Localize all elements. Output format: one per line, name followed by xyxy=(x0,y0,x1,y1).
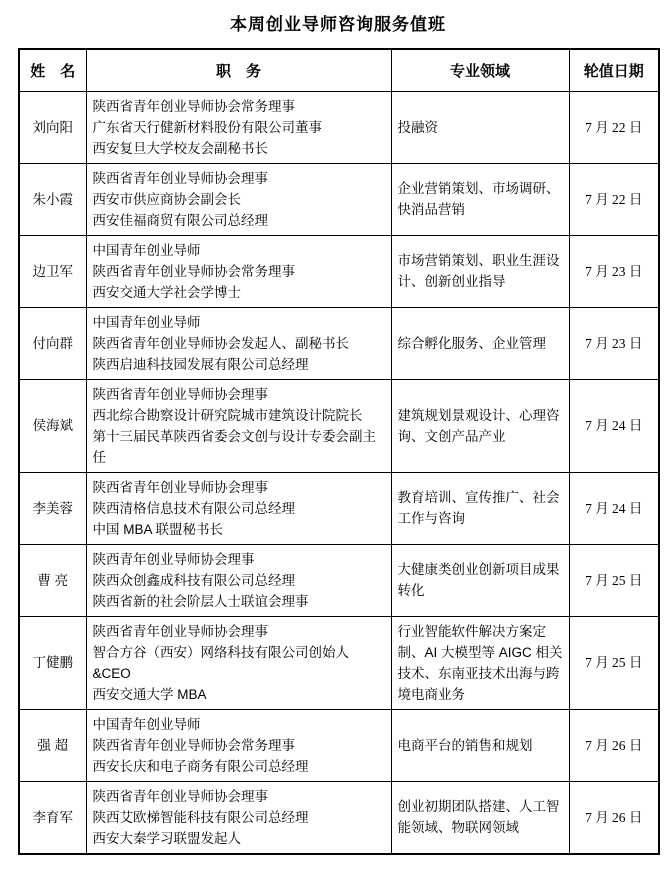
position-line: 广东省天行健新材料股份有限公司董事 xyxy=(92,119,322,135)
position-cell xyxy=(86,235,391,307)
date-cell: 7 月 23 日 xyxy=(569,307,659,379)
header-field: 专业领域 xyxy=(391,49,569,91)
position-line: 陕西省新的社会阶层人士联谊会理事 xyxy=(92,593,309,609)
position-cell xyxy=(86,544,391,616)
table-row xyxy=(19,544,659,616)
table-row xyxy=(19,709,659,781)
table-row xyxy=(19,781,659,854)
position-line: 陕西清格信息技术有限公司总经理 xyxy=(92,500,295,516)
header-row xyxy=(19,49,659,91)
date-cell: 7 月 25 日 xyxy=(569,616,659,709)
position-cell xyxy=(86,616,391,709)
field-cell: 电商平台的销售和规划 xyxy=(391,709,569,781)
position-line: 西安长庆和电子商务有限公司总经理 xyxy=(92,758,309,774)
position-line: 陕西省青年创业导师协会理事 xyxy=(92,479,268,495)
position-line: 西安市供应商协会副会长 xyxy=(92,191,241,207)
mentor-name: 边卫军 xyxy=(19,235,86,307)
table-row xyxy=(19,307,659,379)
position-cell xyxy=(86,163,391,235)
date-cell: 7 月 26 日 xyxy=(569,781,659,854)
position-line: 陕西省青年创业导师协会理事 xyxy=(92,170,268,186)
header-name: 姓 名 xyxy=(19,49,86,91)
position-line: 陕西省青年创业导师协会理事 xyxy=(92,623,268,639)
position-line: 陕西省青年创业导师协会理事 xyxy=(92,386,268,402)
position-line: 西安大秦学习联盟发起人 xyxy=(92,830,241,846)
mentor-name: 曹 亮 xyxy=(19,544,86,616)
table-row xyxy=(19,616,659,709)
position-cell xyxy=(86,307,391,379)
position-line: 陕西省青年创业导师协会常务理事 xyxy=(92,737,295,753)
table-row xyxy=(19,472,659,544)
position-line: 陕西省青年创业导师协会常务理事 xyxy=(92,263,295,279)
position-line: 智合方谷（西安）网络科技有限公司创始人&CEO xyxy=(92,644,349,681)
table-row xyxy=(19,163,659,235)
position-line: 陕西青年创业导师协会理事 xyxy=(92,551,255,567)
date-cell: 7 月 25 日 xyxy=(569,544,659,616)
mentor-name: 丁健鹏 xyxy=(19,616,86,709)
position-line: 西安交通大学社会学博士 xyxy=(92,284,241,300)
position-line: 西安佳福商贸有限公司总经理 xyxy=(92,212,268,228)
date-cell: 7 月 24 日 xyxy=(569,472,659,544)
field-cell: 行业智能软件解决方案定制、AI 大模型等 AIGC 相关技术、东南亚技术出海与跨境电商业务 xyxy=(391,616,569,709)
date-cell: 7 月 23 日 xyxy=(569,235,659,307)
mentor-name: 朱小霞 xyxy=(19,163,86,235)
position-line: 中国青年创业导师 xyxy=(92,716,201,732)
mentor-name: 侯海斌 xyxy=(19,379,86,472)
position-line: 中国青年创业导师 xyxy=(92,314,201,330)
duty-schedule-table xyxy=(18,48,660,855)
position-line: 陕西艾欧梯智能科技有限公司总经理 xyxy=(92,809,309,825)
position-cell xyxy=(86,91,391,163)
position-cell xyxy=(86,472,391,544)
field-cell: 创业初期团队搭建、人工智能领域、物联网领域 xyxy=(391,781,569,854)
field-cell: 建筑规划景观设计、心理咨询、文创产品产业 xyxy=(391,379,569,472)
date-cell: 7 月 26 日 xyxy=(569,709,659,781)
table-body xyxy=(19,91,659,854)
position-line: 第十三届民革陕西省委会文创与设计专委会副主任 xyxy=(92,428,376,465)
date-cell: 7 月 22 日 xyxy=(569,91,659,163)
field-cell: 大健康类创业创新项目成果转化 xyxy=(391,544,569,616)
table-row xyxy=(19,91,659,163)
position-line: 西北综合勘察设计研究院城市建筑设计院院长 xyxy=(92,407,363,423)
mentor-name: 付向群 xyxy=(19,307,86,379)
header-date: 轮值日期 xyxy=(569,49,659,91)
position-cell xyxy=(86,709,391,781)
field-cell: 投融资 xyxy=(391,91,569,163)
position-line: 西安复旦大学校友会副秘书长 xyxy=(92,140,268,156)
date-cell: 7 月 22 日 xyxy=(569,163,659,235)
position-line: 陕西省青年创业导师协会发起人、副秘书长 xyxy=(92,335,349,351)
field-cell: 综合孵化服务、企业管理 xyxy=(391,307,569,379)
position-cell xyxy=(86,379,391,472)
field-cell: 企业营销策划、市场调研、快消品营销 xyxy=(391,163,569,235)
table-row xyxy=(19,235,659,307)
table-row xyxy=(19,379,659,472)
position-line: 陕西启迪科技园发展有限公司总经理 xyxy=(92,356,309,372)
mentor-name: 强 超 xyxy=(19,709,86,781)
field-cell: 市场营销策划、职业生涯设计、创新创业指导 xyxy=(391,235,569,307)
position-line: 陕西省青年创业导师协会理事 xyxy=(92,788,268,804)
position-line: 中国青年创业导师 xyxy=(92,242,201,258)
position-line: 陕西众创鑫成科技有限公司总经理 xyxy=(92,572,295,588)
date-cell: 7 月 24 日 xyxy=(569,379,659,472)
position-cell xyxy=(86,781,391,854)
position-line: 西安交通大学 MBA xyxy=(92,686,207,702)
page-title: 本周创业导师咨询服务值班 xyxy=(230,15,446,34)
mentor-name: 李美蓉 xyxy=(19,472,86,544)
mentor-name: 刘向阳 xyxy=(19,91,86,163)
table-header xyxy=(19,49,659,91)
position-line: 中国 MBA 联盟秘书长 xyxy=(92,521,224,537)
field-cell: 教育培训、宣传推广、社会工作与咨询 xyxy=(391,472,569,544)
position-line: 陕西省青年创业导师协会常务理事 xyxy=(92,98,295,114)
mentor-name: 李育军 xyxy=(19,781,86,854)
header-position: 职 务 xyxy=(86,49,391,91)
